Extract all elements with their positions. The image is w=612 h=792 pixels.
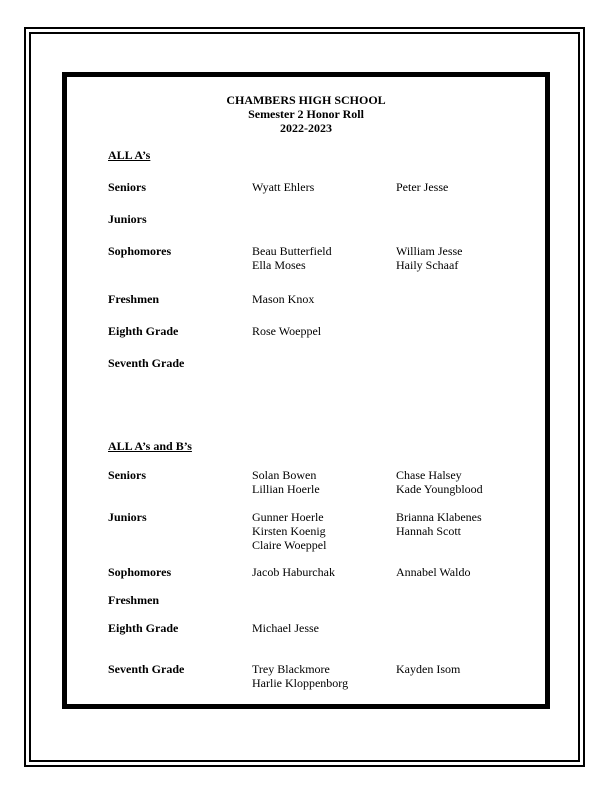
student-name: Beau Butterfield [252, 244, 332, 258]
name-column [252, 621, 319, 635]
name-column [252, 180, 314, 194]
student-name: Jacob Haburchak [252, 565, 335, 579]
document-subtitle: Semester 2 Honor Roll [248, 107, 364, 121]
name-column [396, 662, 460, 676]
grade-label: Seventh Grade [108, 356, 185, 370]
grade-label: Eighth Grade [108, 324, 179, 338]
student-name: Rose Woeppel [252, 324, 322, 338]
student-name: Brianna Klabenes [396, 510, 482, 524]
section-title: ALL A’s [108, 148, 151, 162]
student-name: Trey Blackmore [252, 662, 330, 676]
grade-label: Juniors [108, 510, 147, 524]
student-name: Claire Woeppel [252, 538, 327, 552]
name-column [396, 565, 470, 579]
name-column [252, 565, 335, 579]
school-year: 2022-2023 [280, 121, 332, 135]
name-column [396, 510, 482, 538]
student-name: Lillian Hoerle [252, 482, 320, 496]
name-column [396, 468, 483, 496]
grade-label: Seventh Grade [108, 662, 185, 676]
student-name: Mason Knox [252, 292, 315, 306]
section-title: ALL A’s and B’s [108, 439, 192, 453]
grade-label: Sophomores [108, 565, 172, 579]
student-name: Haily Schaaf [396, 258, 459, 272]
grade-label: Sophomores [108, 244, 172, 258]
name-column [396, 244, 463, 272]
name-column [252, 324, 321, 338]
school-name: CHAMBERS HIGH SCHOOL [226, 93, 386, 107]
name-column [396, 180, 448, 194]
student-name: William Jesse [396, 244, 463, 258]
grade-label: Freshmen [108, 292, 160, 306]
grade-label: Juniors [108, 212, 147, 226]
student-name: Annabel Waldo [396, 565, 471, 579]
student-name: Solan Bowen [252, 468, 317, 482]
grade-label: Seniors [108, 180, 147, 194]
student-name: Michael Jesse [252, 621, 319, 635]
name-column [252, 468, 320, 496]
name-column [252, 662, 348, 690]
student-name: Gunner Hoerle [252, 510, 324, 524]
name-column [252, 244, 332, 272]
student-name: Harlie Kloppenborg [252, 676, 349, 690]
student-name: Peter Jesse [396, 180, 449, 194]
content-frame [62, 72, 550, 709]
student-name: Kade Youngblood [396, 482, 483, 496]
student-name: Chase Halsey [396, 468, 462, 482]
grade-label: Freshmen [108, 593, 160, 607]
name-column [252, 292, 314, 306]
name-column [252, 510, 326, 552]
grade-label: Seniors [108, 468, 147, 482]
student-name: Kayden Isom [396, 662, 461, 676]
student-name: Kirsten Koenig [252, 524, 326, 538]
student-name: Ella Moses [252, 258, 306, 272]
student-name: Hannah Scott [396, 524, 461, 538]
grade-label: Eighth Grade [108, 621, 179, 635]
student-name: Wyatt Ehlers [252, 180, 315, 194]
